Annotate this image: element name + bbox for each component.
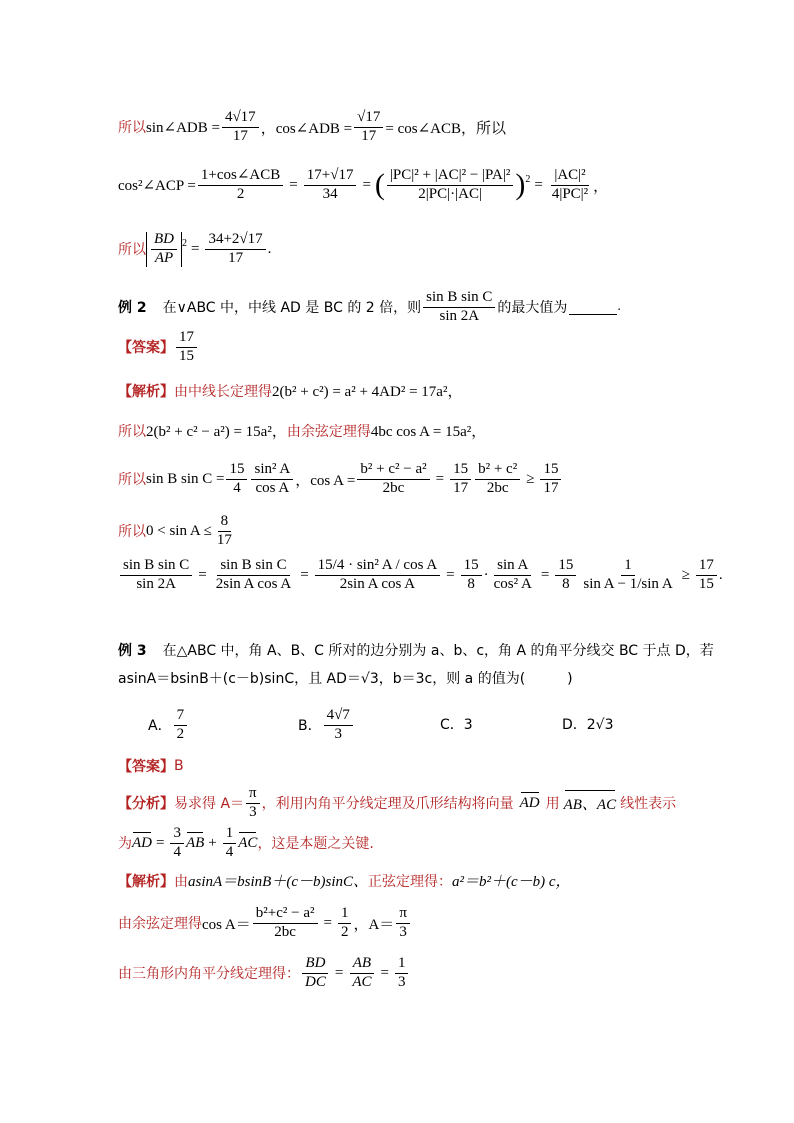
answer-3: 【答案】 B: [118, 758, 184, 775]
math: = cos∠ACB，所以: [385, 120, 506, 137]
choice-c[interactable]: C．3: [440, 717, 473, 733]
fraction: $\frac{\text{sin B sin C}}{\sin 2A}$: [423, 290, 495, 325]
analysis-line-1: 【解析】 由中线长定理得 2(b² + c²) = a² + 4AD² = 17a²，: [118, 380, 462, 401]
analysis-line-3: 所以 sin B sin C = $\frac{15}{4}$ $\frac{\text{sin² A}}{\text{cos A}}$ ，cos A = $\frac{\text{b² + c² − a²}}{2bc}$ = $\frac{15}{17}$ $\frac{\text{b² + c²}}{2bc}$ ≥ $\frac{15}{17}$: [118, 462, 563, 497]
answer-label: 【答案】: [118, 340, 174, 357]
line-1: [118, 110, 506, 145]
answer-label: 【答案】: [118, 759, 174, 775]
analysis3-line-3: 由三角形内角平分线定理得： $\frac{BD}{DC}$ = $\frac{AB}{AC}$ = $\frac{1}{3}$: [118, 956, 410, 991]
line-2: cos²∠ACP = $\frac{\text{1+cos∠ACB}}{2}$ = $\frac{17+√17}{34}$ = ( $\frac{\text{|PC|² + |AC|² − |PA|²}}{2|PC|\cdot|AC|}$ ) 2 = $\frac{\text{|AC|²}}{\text{4|PC|²}}$ ，: [118, 167, 609, 202]
fraction: $\frac{\text{1+cos∠ACB}}{2}$: [198, 168, 283, 203]
fraction: $\frac{4√17}{17}$: [222, 110, 259, 145]
example-3-line-2: asinA＝bsinB＋(c－b)sinC，且 AD＝√3，b＝3c，则 a 的值为( ): [118, 671, 573, 687]
fraction: $\frac{17+√17}{34}$: [304, 168, 357, 203]
example-3-line-1: 例 3 在△ABC 中，角 A、B、C 所对的边分别为 a、b、c，角 A 的角平分线交 BC 于点 D，若: [118, 640, 714, 660]
example-label: 例 3: [118, 643, 147, 659]
analysis-line-5: $\frac{\text{sin B sin C}}{\sin 2A}$ = $\frac{\text{sin B sin C}}{\text{2sin A cos A}}$ = $\frac{\text{15/4 · sin² A / cos A}}{\text{2sin A cos A}}$ = $\frac{15}{8}$ · $\frac{\text{sin A}}{\text{cos² A}}$ = $\frac{15}{8}$ $\frac{1}{\text{sin A − 1/sin A}}$ ≥ $\frac{17}{15}$ .: [118, 558, 723, 593]
analysis-label: 【解析】: [118, 383, 174, 400]
choice-b[interactable]: B． $\frac{4√7}{3}$: [298, 708, 355, 743]
fraction: $\frac{\text{|PC|² + |AC|² − |PA|²}}{2|PC|\cdot|AC|}$: [387, 168, 513, 203]
fenxi-label: 【分析】: [118, 796, 174, 813]
analysis-line-2: 所以 2(b² + c² − a²) = 15a²， 由余弦定理得 4bc cos A = 15a²，: [118, 423, 487, 440]
fenxi-line-2: 为 AD = $\frac{3}{4}$ AB + $\frac{1}{4}$ AC ，这是本题之关键.: [118, 825, 374, 860]
math: ，cos∠ADB =: [260, 120, 353, 137]
math: sin∠ADB =: [146, 119, 220, 136]
analysis-line-4: 所以 0 < sin A ≤ $\frac{8}{17}$: [118, 513, 232, 548]
analysis3-line-2: 由余弦定理得 cos A＝ $\frac{\text{b²+c² − a²}}{2bc}$ = $\frac{1}{2}$ ，A＝ $\frac{\pi}{3}$: [118, 906, 412, 941]
example-2: 例 2 在∨ABC 中，中线 AD 是 BC 的 2 倍，则 $\frac{\text{sin B sin C}}{\sin 2A}$ 的最大值为 .: [118, 289, 621, 324]
example-label: 例 2: [118, 300, 147, 317]
text: 的最大值为: [497, 300, 568, 317]
fraction: $\frac{BD}{AP}$: [151, 232, 177, 267]
text: 在∨ABC 中，中线 AD 是 BC 的 2 倍，则: [162, 300, 422, 317]
fraction: $\frac{17}{15}$: [176, 330, 197, 365]
analysis-label: 【解析】: [118, 873, 174, 890]
choice-a[interactable]: A． $\frac{7}{2}$: [148, 708, 189, 743]
math: cos²∠ACP =: [118, 177, 196, 194]
fenxi-line-1: 【分析】 易求得 A＝ $\frac{\pi}{3}$ ，利用内角平分线定理及爪形结构将向量 AD 用 AB、AC 线性表示: [118, 785, 677, 820]
text: 所以: [118, 120, 146, 137]
fraction: $\frac{\text{|AC|²}}{\text{4|PC|²}}$: [551, 167, 589, 202]
text: 所以: [118, 242, 146, 259]
answer-2: [118, 330, 199, 365]
analysis3-line-1: 【解析】 由 asinA＝bsinB＋(c－b)sinC、 正弦定理得： a²＝b²＋(c－b) c，: [118, 870, 571, 891]
fraction: $\frac{34+2√17}{17}$: [205, 232, 265, 267]
line-3: 所以 $\frac{BD}{AP}$ 2 = $\frac{34+2√17}{17}$ .: [118, 231, 272, 266]
answer-blank: [569, 300, 617, 315]
choice-d[interactable]: D．2√3: [562, 717, 614, 733]
fraction: $\frac{√17}{17}$: [354, 110, 383, 145]
